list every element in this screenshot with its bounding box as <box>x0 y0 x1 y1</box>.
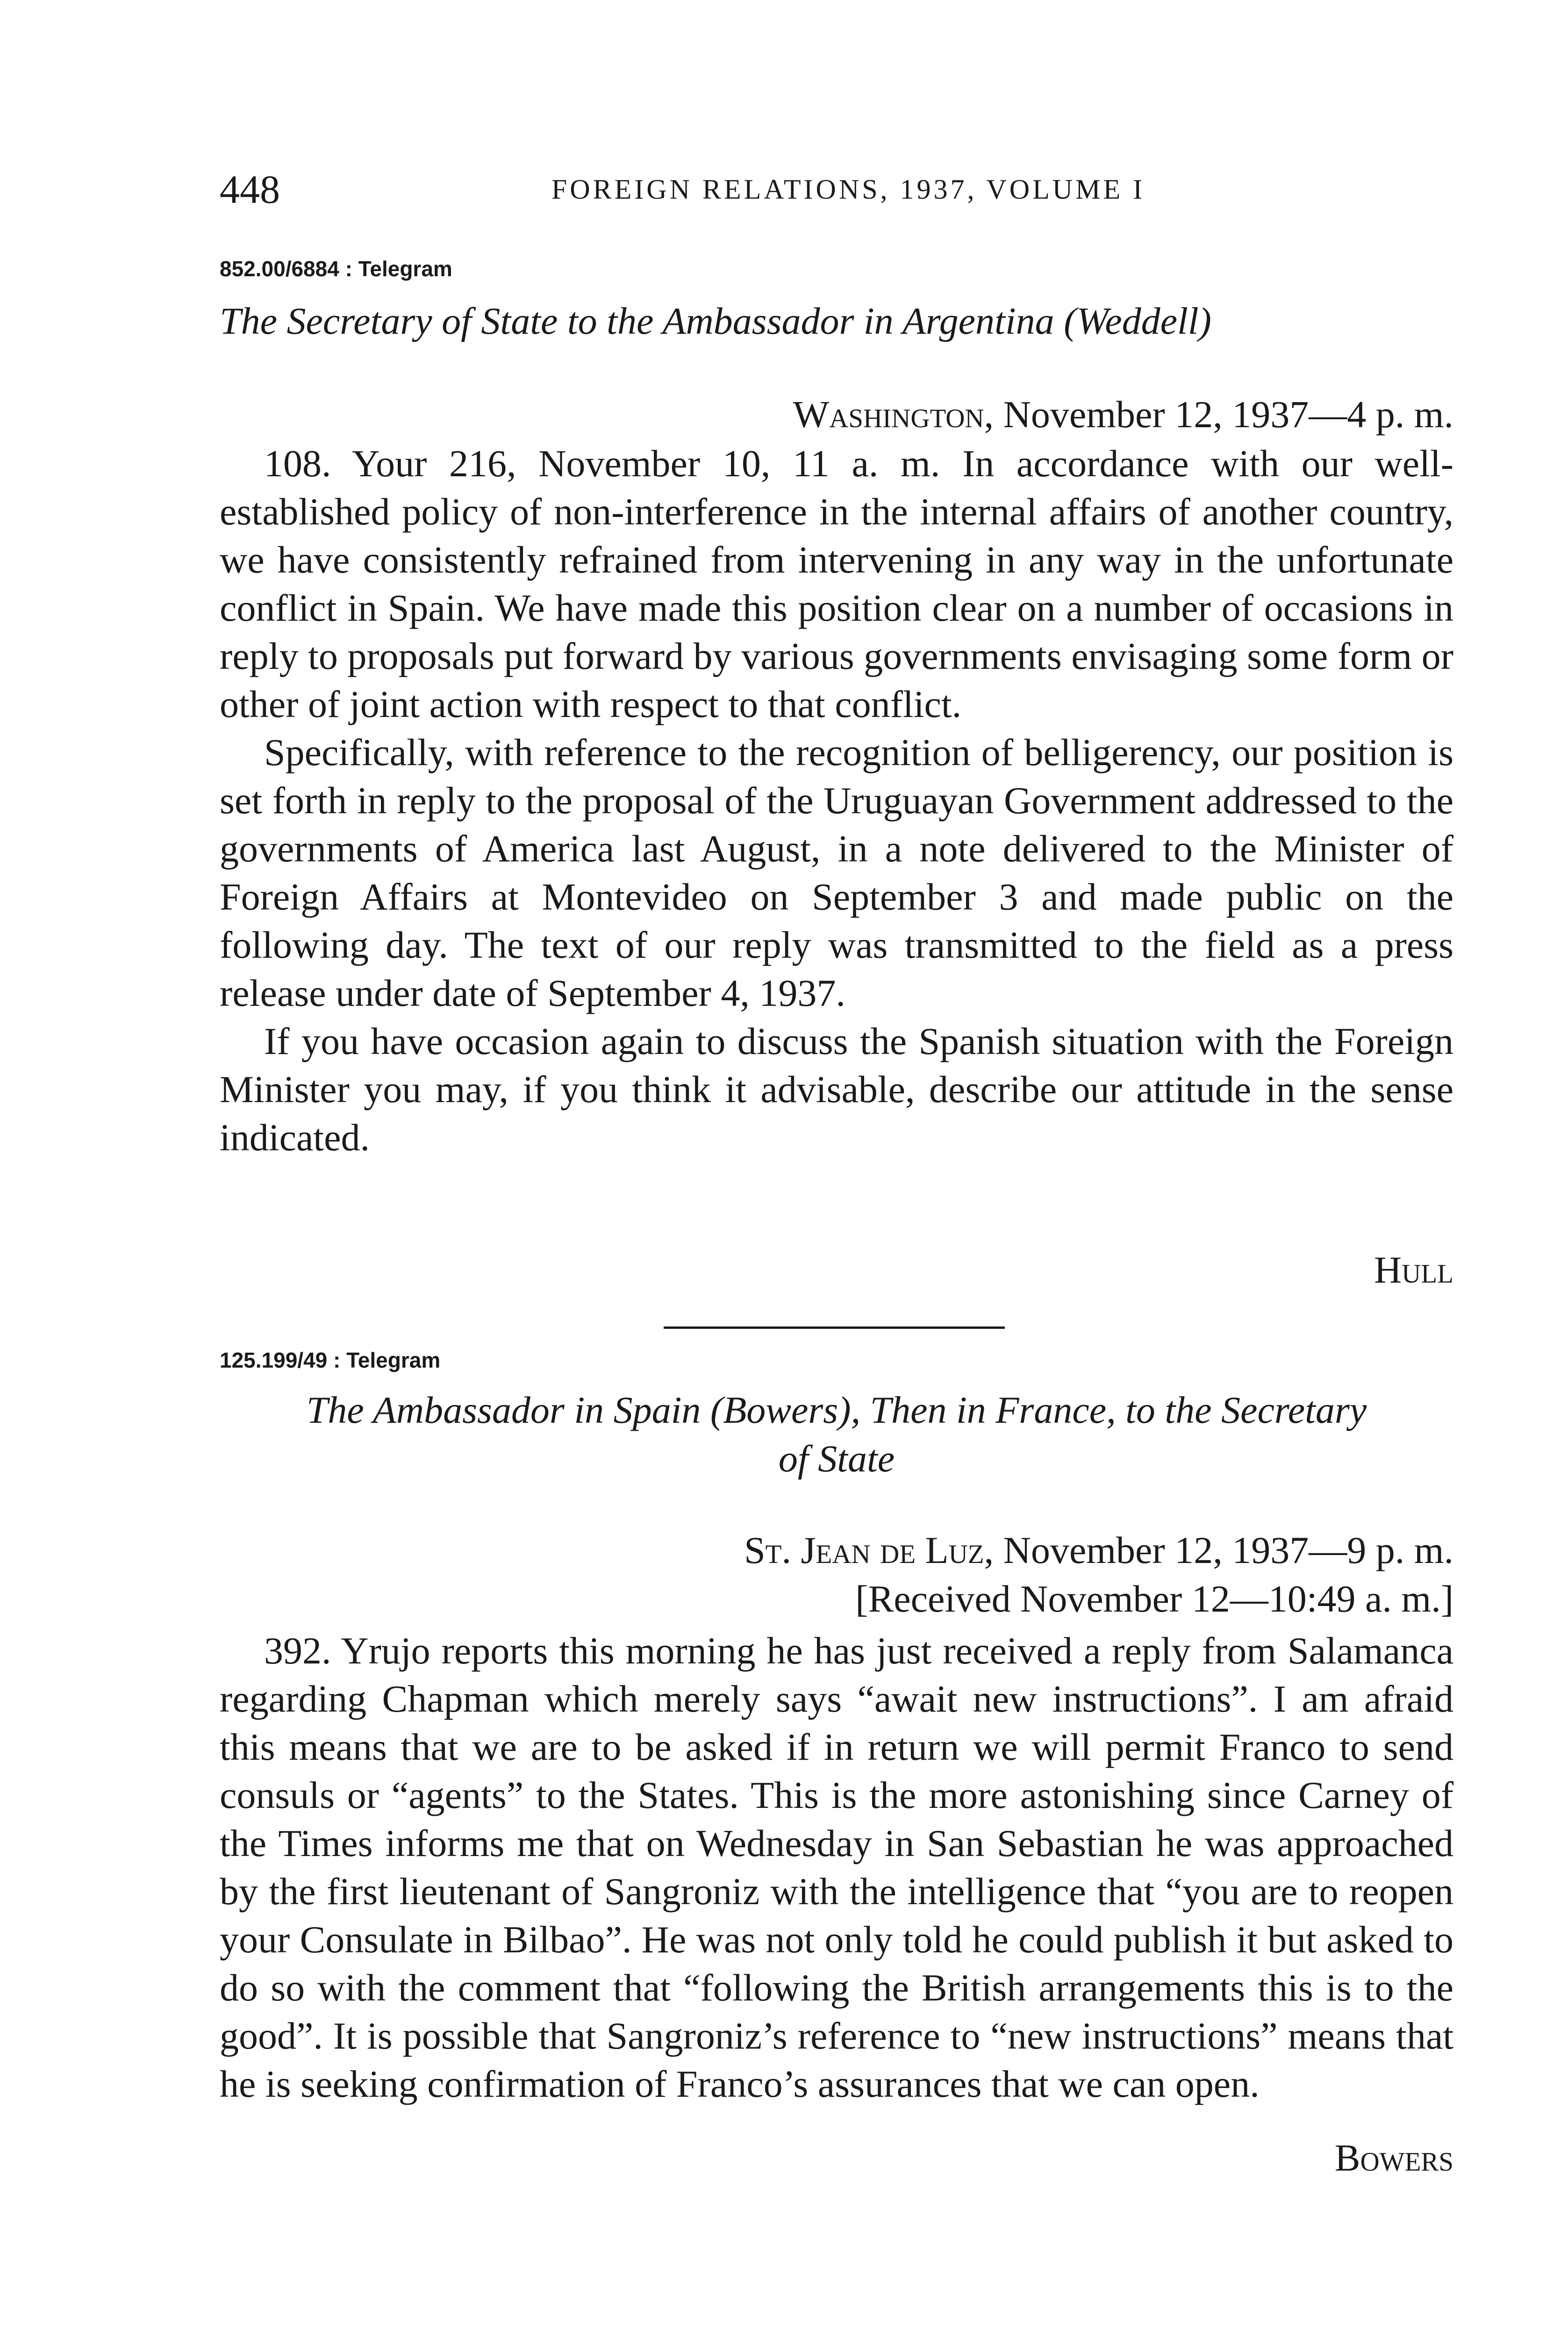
paragraph: If you have occasion again to discuss the Spanish situation with the Foreign Minister you may, if you think it advisable, describe our attitude in the sense indicated. <box>220 1020 1453 1159</box>
page-number: 448 <box>220 167 280 212</box>
section-divider <box>664 1326 1005 1329</box>
document-title <box>220 297 1453 345</box>
document-title-line: The Ambassador in Spain (Bowers), Then in France, to the Secretary <box>306 1389 1367 1431</box>
running-title: FOREIGN RELATIONS, 1937, VOLUME I <box>551 174 1146 205</box>
document-title-line: of State <box>778 1437 895 1480</box>
received-note: [Received November 12—10:49 a. m.] <box>855 1577 1453 1620</box>
dateline <box>793 390 1453 439</box>
telegram-body <box>220 439 1453 1161</box>
paragraph: 392. Yrujo reports this morning he has just received a reply from Salamanca regarding Chapman which merely says “await new instructions”. I am afraid this means that we are to be asked if in return we will permit Franco to send consuls or “agents” to the States. This is the more astonishing since Carney of the Times informs me that on Wednesday in San Sebastian he was approached by the first lieutenant of Sangroniz with the intelligence that “you are to reopen your Consulate in Bilbao”. He was not only told he could publish it but asked to do so with the comment that “following the British arrangements this is to the good”. It is possible that Sangroniz’s reference to “new instructions” means that he is seeking confirmation of Franco’s assurances that we can open. <box>220 1629 1453 2105</box>
document-title-line: The Secretary of State to the Ambassador in Argentina (Weddell) <box>220 300 1211 342</box>
page-header <box>220 164 1477 215</box>
paragraph: Specifically, with reference to the recognition of belligerency, our position is set forth in reply to the proposal of the Uruguayan Government addressed to the governments of America last August, in a note delivered to the Minister of Foreign Affairs at Montevideo on September 3 and made public on the following day. The text of our reply was transmitted to the field as a press release under date of September 4, 1937. <box>220 731 1453 1014</box>
dateline-date: November 12, 1937—4 p. m. <box>994 393 1453 436</box>
file-reference: 125.199/49 : Telegram <box>220 1348 441 1372</box>
dateline-place: St. Jean de Luz, <box>744 1529 994 1571</box>
dateline-place: Washington, <box>793 393 994 436</box>
signature: Hull <box>1374 1248 1453 1291</box>
dateline <box>744 1526 1453 1623</box>
file-reference: 852.00/6884 : Telegram <box>220 257 452 281</box>
paragraph: 108. Your 216, November 10, 11 a. m. In accordance with our well-established policy of non-interference in the internal affairs of another country, we have consistently refrained from intervening in any way in the unfortunate conflict in Spain. We have made this position clear on a number of occasions in reply to proposals put forward by various governments envisaging some form or other of joint action with respect to that conflict. <box>220 442 1453 725</box>
document-title <box>220 1386 1453 1483</box>
dateline-date: November 12, 1937—9 p. m. <box>994 1529 1453 1571</box>
telegram-body <box>220 1627 1453 2108</box>
signature: Bowers <box>1334 2136 1453 2179</box>
